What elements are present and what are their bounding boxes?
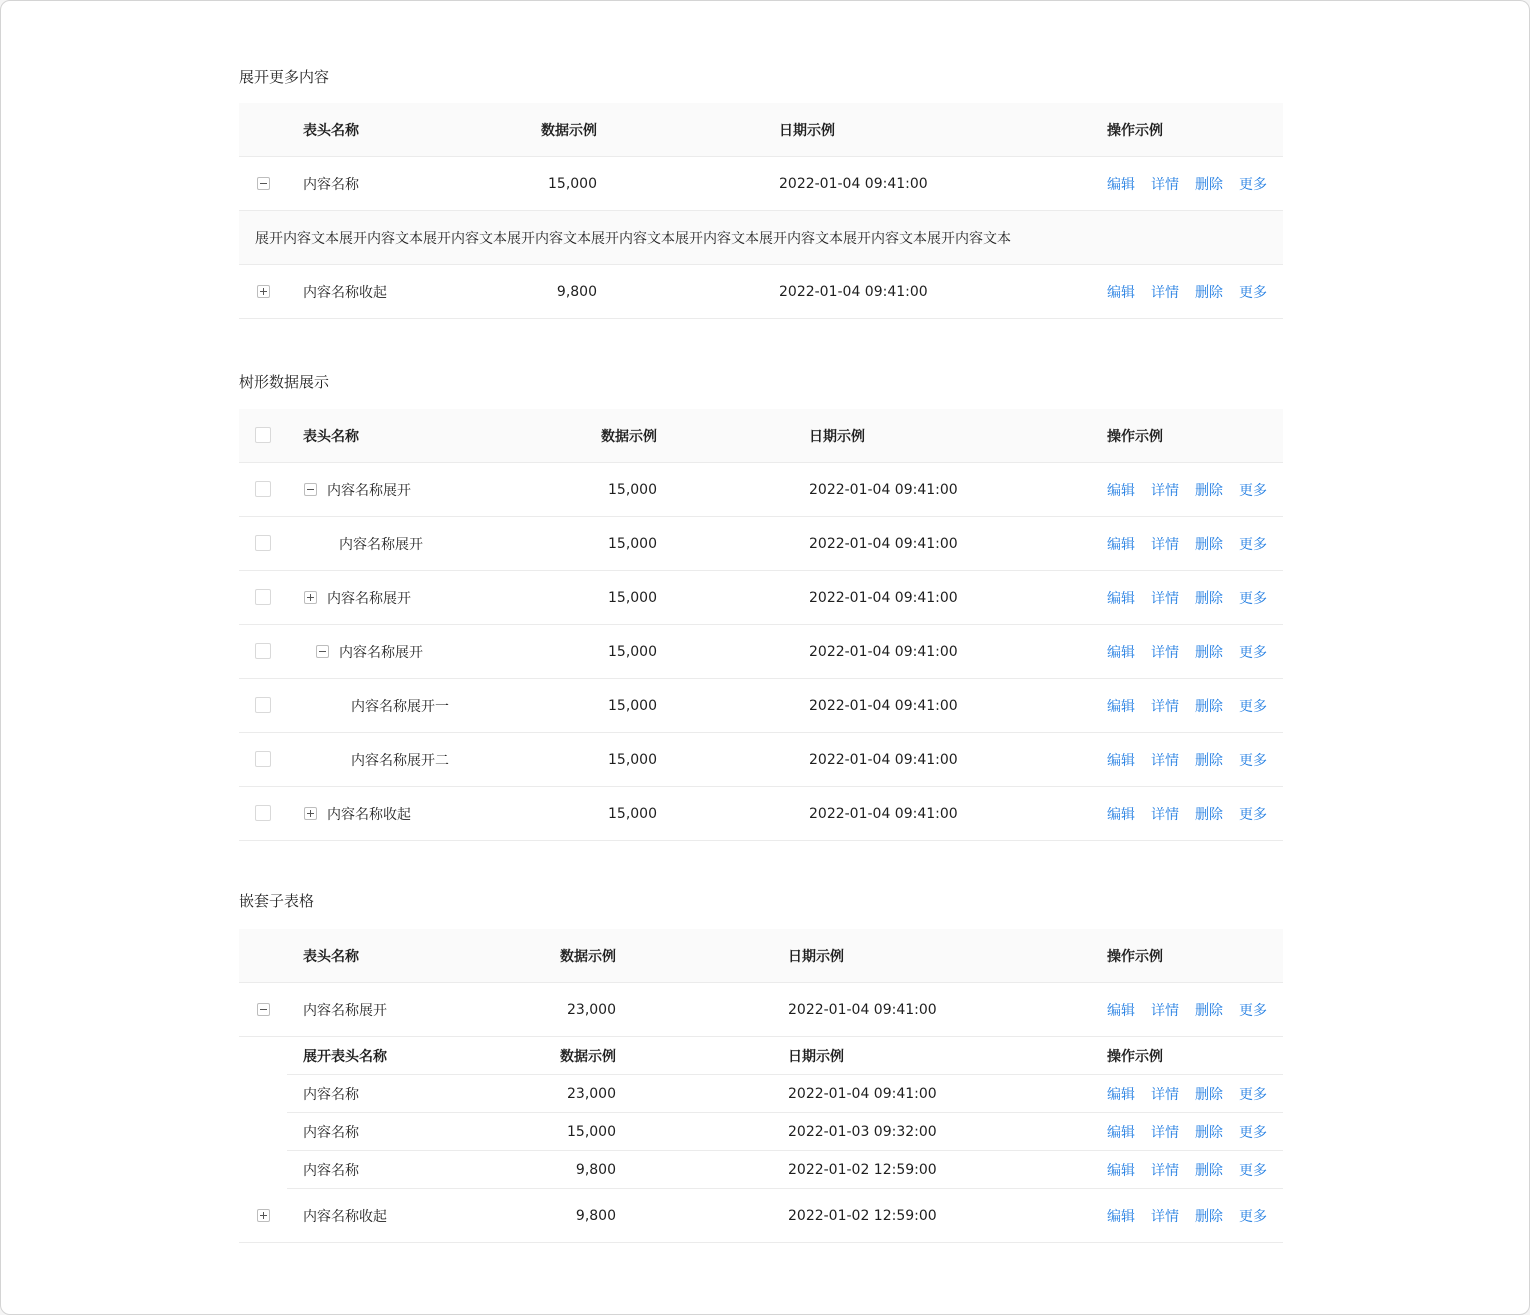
- tree-row: [239, 517, 1283, 571]
- row-checkbox[interactable]: [255, 589, 271, 605]
- delete-link[interactable]: 删除: [1195, 752, 1223, 769]
- row-value: 15,000: [608, 481, 657, 498]
- delete-link[interactable]: 删除: [1195, 482, 1223, 499]
- row-name: 内容名称展开: [327, 482, 411, 499]
- edit-link[interactable]: 编辑: [1107, 1002, 1135, 1019]
- row-actions: [1107, 1151, 1267, 1188]
- row-actions: [1107, 1113, 1267, 1150]
- header-ops: 操作示例: [1107, 428, 1163, 445]
- nested-subtable: [239, 1037, 1283, 1189]
- more-link[interactable]: 更多: [1239, 536, 1267, 553]
- row-name: 内容名称展开: [339, 644, 423, 661]
- select-all-checkbox[interactable]: [255, 427, 271, 443]
- row-actions: [1107, 265, 1267, 318]
- row-value: 23,000: [567, 1001, 616, 1018]
- table-row: [239, 265, 1283, 319]
- detail-link[interactable]: 详情: [1151, 1002, 1179, 1019]
- expand-icon[interactable]: [257, 1209, 270, 1222]
- header-data: 数据示例: [560, 948, 616, 965]
- row-actions: [1107, 679, 1267, 732]
- more-link[interactable]: 更多: [1239, 284, 1267, 301]
- row-value: 15,000: [608, 535, 657, 552]
- sub-header-date: 日期示例: [788, 1048, 844, 1065]
- sub-header-name: 展开表头名称: [303, 1048, 387, 1065]
- row-date: 2022-01-04 09:41:00: [809, 589, 958, 606]
- row-value: 15,000: [567, 1123, 616, 1140]
- delete-link[interactable]: 删除: [1195, 806, 1223, 823]
- row-date: 2022-01-04 09:41:00: [779, 175, 928, 192]
- row-actions: [1107, 1189, 1267, 1242]
- row-name: 内容名称: [303, 1086, 359, 1103]
- more-link[interactable]: 更多: [1239, 1002, 1267, 1019]
- row-value: 9,800: [575, 1207, 616, 1224]
- sub-header-ops: 操作示例: [1107, 1048, 1163, 1065]
- row-checkbox[interactable]: [255, 535, 271, 551]
- row-actions: [1107, 787, 1267, 840]
- expand-icon[interactable]: [304, 591, 317, 604]
- section-title-expand: 展开更多内容: [239, 68, 330, 86]
- expanded-content-row: [239, 211, 1283, 265]
- row-date: 2022-01-02 12:59:00: [788, 1207, 937, 1224]
- detail-link[interactable]: 详情: [1151, 1124, 1179, 1141]
- subtable-row: [287, 1151, 1283, 1189]
- row-value: 15,000: [608, 805, 657, 822]
- row-date: 2022-01-04 09:41:00: [788, 1001, 937, 1018]
- row-value: 23,000: [567, 1085, 616, 1102]
- row-date: 2022-01-04 09:41:00: [779, 283, 928, 300]
- row-date: 2022-01-02 12:59:00: [788, 1161, 937, 1178]
- row-name: 内容名称: [303, 1162, 359, 1179]
- header-name: 表头名称: [303, 122, 359, 139]
- row-date: 2022-01-04 09:41:00: [809, 643, 958, 660]
- row-name: 内容名称收起: [303, 284, 387, 301]
- edit-link[interactable]: 编辑: [1107, 1208, 1135, 1225]
- edit-link[interactable]: 编辑: [1107, 1162, 1135, 1179]
- table-header: [239, 409, 1283, 463]
- delete-link[interactable]: 删除: [1195, 284, 1223, 301]
- row-checkbox[interactable]: [255, 751, 271, 767]
- edit-link[interactable]: 编辑: [1107, 536, 1135, 553]
- edit-link[interactable]: 编辑: [1107, 644, 1135, 661]
- detail-link[interactable]: 详情: [1151, 1208, 1179, 1225]
- delete-link[interactable]: 删除: [1195, 1162, 1223, 1179]
- more-link[interactable]: 更多: [1239, 482, 1267, 499]
- row-name: 内容名称展开: [339, 536, 423, 553]
- tree-row: [239, 571, 1283, 625]
- subtable-row: [287, 1075, 1283, 1113]
- row-name: 内容名称展开二: [351, 752, 449, 769]
- row-actions: [1107, 157, 1267, 210]
- header-date: 日期示例: [809, 428, 865, 445]
- row-date: 2022-01-04 09:41:00: [809, 481, 958, 498]
- row-checkbox[interactable]: [255, 805, 271, 821]
- nested-table: [239, 929, 1283, 1243]
- more-link[interactable]: 更多: [1239, 698, 1267, 715]
- header-data: 数据示例: [541, 122, 597, 139]
- detail-link[interactable]: 详情: [1151, 176, 1179, 193]
- row-value: 15,000: [548, 175, 597, 192]
- collapse-icon[interactable]: [304, 483, 317, 496]
- detail-link[interactable]: 详情: [1151, 590, 1179, 607]
- collapse-icon[interactable]: [257, 177, 270, 190]
- row-checkbox[interactable]: [255, 697, 271, 713]
- edit-link[interactable]: 编辑: [1107, 698, 1135, 715]
- detail-link[interactable]: 详情: [1151, 752, 1179, 769]
- row-value: 15,000: [608, 697, 657, 714]
- subtable-header: [287, 1037, 1283, 1075]
- delete-link[interactable]: 删除: [1195, 536, 1223, 553]
- row-actions: [1107, 517, 1267, 570]
- detail-link[interactable]: 详情: [1151, 1162, 1179, 1179]
- header-date: 日期示例: [788, 948, 844, 965]
- sub-header-data: 数据示例: [560, 1048, 616, 1065]
- section-title-nested: 嵌套子表格: [239, 892, 315, 910]
- edit-link[interactable]: 编辑: [1107, 176, 1135, 193]
- delete-link[interactable]: 删除: [1195, 644, 1223, 661]
- delete-link[interactable]: 删除: [1195, 1086, 1223, 1103]
- tree-row: [239, 463, 1283, 517]
- row-actions: [1107, 571, 1267, 624]
- more-link[interactable]: 更多: [1239, 1208, 1267, 1225]
- row-value: 9,800: [556, 283, 597, 300]
- more-link[interactable]: 更多: [1239, 176, 1267, 193]
- tree-row: [239, 733, 1283, 787]
- tree-table: [239, 409, 1283, 841]
- row-name: 内容名称展开: [327, 590, 411, 607]
- row-date: 2022-01-04 09:41:00: [788, 1085, 937, 1102]
- more-link[interactable]: 更多: [1239, 590, 1267, 607]
- detail-link[interactable]: 详情: [1151, 536, 1179, 553]
- subtable-row: [287, 1113, 1283, 1151]
- header-ops: 操作示例: [1107, 948, 1163, 965]
- more-link[interactable]: 更多: [1239, 806, 1267, 823]
- row-checkbox[interactable]: [255, 481, 271, 497]
- section-title-tree: 树形数据展示: [239, 373, 330, 391]
- detail-link[interactable]: 详情: [1151, 806, 1179, 823]
- edit-link[interactable]: 编辑: [1107, 806, 1135, 823]
- delete-link[interactable]: 删除: [1195, 1208, 1223, 1225]
- delete-link[interactable]: 删除: [1195, 698, 1223, 715]
- row-date: 2022-01-03 09:32:00: [788, 1123, 937, 1140]
- delete-link[interactable]: 删除: [1195, 1124, 1223, 1141]
- row-name: 内容名称展开: [303, 1002, 387, 1019]
- detail-link[interactable]: 详情: [1151, 1086, 1179, 1103]
- row-actions: [1107, 1075, 1267, 1112]
- header-data: 数据示例: [601, 428, 657, 445]
- row-value: 15,000: [608, 589, 657, 606]
- row-value: 15,000: [608, 643, 657, 660]
- more-link[interactable]: 更多: [1239, 1086, 1267, 1103]
- more-link[interactable]: 更多: [1239, 752, 1267, 769]
- table-row: [239, 983, 1283, 1037]
- row-date: 2022-01-04 09:41:00: [809, 697, 958, 714]
- table-row: [239, 157, 1283, 211]
- more-link[interactable]: 更多: [1239, 1124, 1267, 1141]
- table-header: [239, 929, 1283, 983]
- row-actions: [1107, 733, 1267, 786]
- tree-row: [239, 625, 1283, 679]
- row-checkbox[interactable]: [255, 643, 271, 659]
- row-name: 内容名称收起: [303, 1208, 387, 1225]
- header-ops: 操作示例: [1107, 122, 1163, 139]
- detail-link[interactable]: 详情: [1151, 698, 1179, 715]
- row-date: 2022-01-04 09:41:00: [809, 751, 958, 768]
- tree-row: [239, 679, 1283, 733]
- collapse-icon[interactable]: [257, 1003, 270, 1016]
- edit-link[interactable]: 编辑: [1107, 752, 1135, 769]
- table-row: [239, 1189, 1283, 1243]
- edit-link[interactable]: 编辑: [1107, 284, 1135, 301]
- header-date: 日期示例: [779, 122, 835, 139]
- delete-link[interactable]: 删除: [1195, 1002, 1223, 1019]
- row-name: 内容名称: [303, 1124, 359, 1141]
- edit-link[interactable]: 编辑: [1107, 1086, 1135, 1103]
- expand-icon[interactable]: [257, 285, 270, 298]
- header-name: 表头名称: [303, 428, 359, 445]
- delete-link[interactable]: 删除: [1195, 176, 1223, 193]
- row-actions: [1107, 983, 1267, 1036]
- detail-link[interactable]: 详情: [1151, 644, 1179, 661]
- tree-row: [239, 787, 1283, 841]
- more-link[interactable]: 更多: [1239, 644, 1267, 661]
- expand-table: [239, 103, 1283, 319]
- expanded-text: 展开内容文本展开内容文本展开内容文本展开内容文本展开内容文本展开内容文本展开内容文本展开内容文本展开内容文本: [255, 230, 1011, 247]
- delete-link[interactable]: 删除: [1195, 590, 1223, 607]
- more-link[interactable]: 更多: [1239, 1162, 1267, 1179]
- collapse-icon[interactable]: [316, 645, 329, 658]
- header-name: 表头名称: [303, 948, 359, 965]
- detail-link[interactable]: 详情: [1151, 482, 1179, 499]
- row-actions: [1107, 625, 1267, 678]
- row-value: 9,800: [575, 1161, 616, 1178]
- detail-link[interactable]: 详情: [1151, 284, 1179, 301]
- row-actions: [1107, 463, 1267, 516]
- expand-icon[interactable]: [304, 807, 317, 820]
- row-date: 2022-01-04 09:41:00: [809, 535, 958, 552]
- row-date: 2022-01-04 09:41:00: [809, 805, 958, 822]
- table-header: [239, 103, 1283, 157]
- edit-link[interactable]: 编辑: [1107, 1124, 1135, 1141]
- edit-link[interactable]: 编辑: [1107, 590, 1135, 607]
- row-value: 15,000: [608, 751, 657, 768]
- row-name: 内容名称收起: [327, 806, 411, 823]
- row-name: 内容名称展开一: [351, 698, 449, 715]
- edit-link[interactable]: 编辑: [1107, 482, 1135, 499]
- row-name: 内容名称: [303, 176, 359, 193]
